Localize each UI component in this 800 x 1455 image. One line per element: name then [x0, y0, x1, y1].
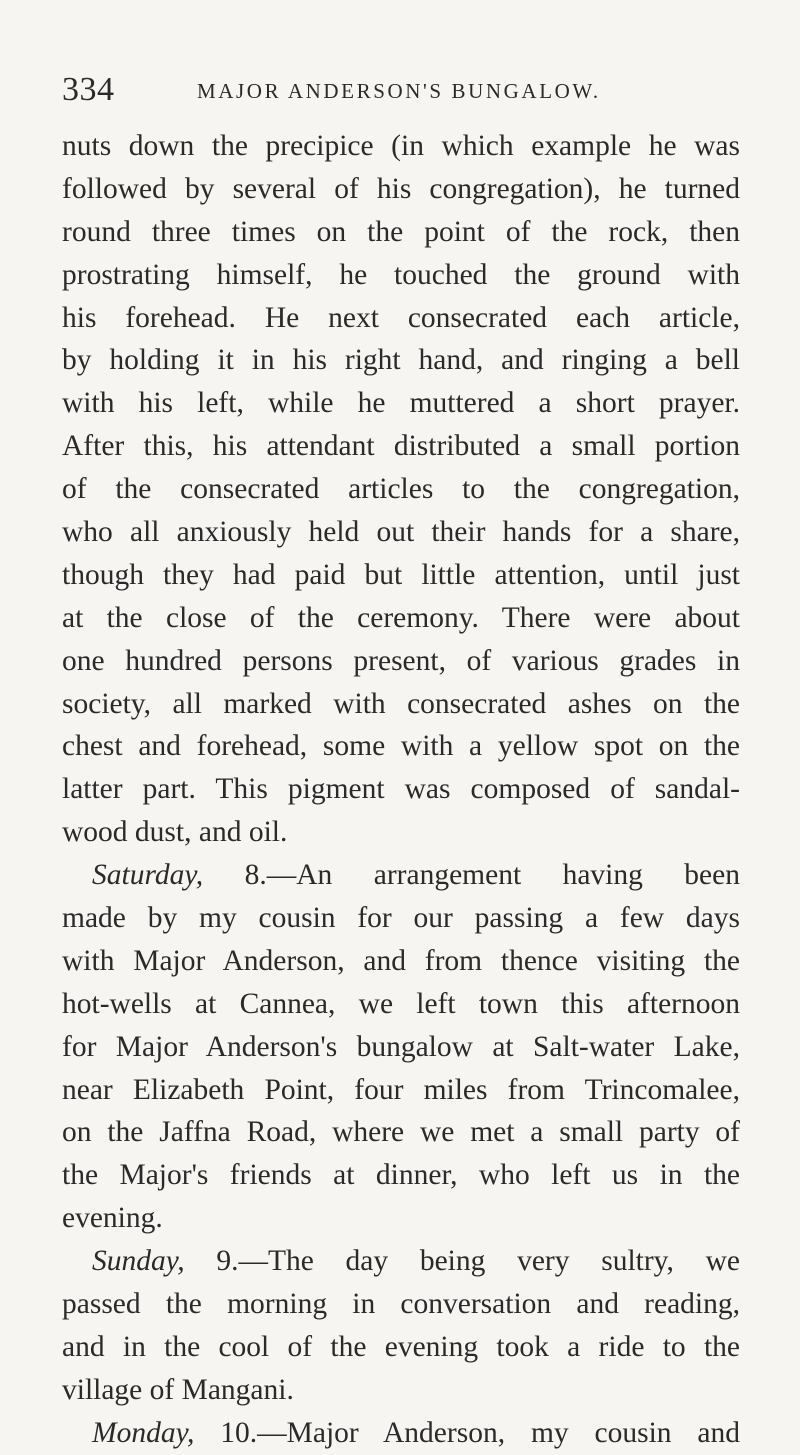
text-line: though they had paid but little attention, until just	[62, 558, 740, 591]
text-line: his forehead. He next consecrated each article,	[62, 301, 740, 334]
running-head	[62, 70, 742, 110]
text-line: with Major Anderson, and from thence visiting the	[62, 944, 740, 977]
diary-entry-monday: Monday, 10.—Major Anderson, my cousin and	[92, 1416, 740, 1449]
text-line: by holding it in his right hand, and ringing a bell	[62, 344, 740, 377]
diary-entry-sunday: Sunday, 9.—The day being very sultry, we	[92, 1245, 740, 1278]
text-line: latter part. This pigment was composed of sandal-	[62, 773, 740, 806]
body-text	[62, 125, 740, 1455]
text-line: round three times on the point of the rock, then	[62, 215, 740, 248]
text-line: and in the cool of the evening took a ride to the	[62, 1330, 740, 1363]
diary-entry-saturday: Saturday, 8.—An arrangement having been	[92, 859, 740, 892]
text-line: the Major's friends at dinner, who left us in the	[62, 1159, 740, 1192]
text-line: passed the morning in conversation and reading,	[62, 1288, 740, 1321]
text-line: prostrating himself, he touched the ground with	[62, 258, 740, 291]
text-line: on the Jaffna Road, where we met a small party of	[62, 1116, 740, 1149]
page-number: 334	[62, 71, 115, 108]
text-line: near Elizabeth Point, four miles from Trincomalee,	[62, 1073, 740, 1106]
text-line: hot-wells at Cannea, we left town this afternoon	[62, 987, 740, 1020]
text-line: at the close of the ceremony. There were about	[62, 601, 740, 634]
text-line: society, all marked with consecrated ashes on the	[62, 687, 740, 720]
text-line: made by my cousin for our passing a few days	[62, 902, 740, 935]
entry-date: Monday,	[92, 1416, 195, 1449]
text-line: with his left, while he muttered a short prayer.	[62, 387, 740, 420]
text-line: evening.	[62, 1202, 163, 1235]
text-line: of the consecrated articles to the congregation,	[62, 473, 740, 506]
text-line: village of Mangani.	[62, 1373, 294, 1406]
running-title: MAJOR ANDERSON'S BUNGALOW.	[197, 79, 601, 103]
text-line: who all anxiously held out their hands for a share,	[62, 516, 740, 549]
text-line: After this, his attendant distributed a small portion	[62, 430, 740, 463]
text-line: nuts down the precipice (in which example he was	[62, 130, 740, 162]
text-line: followed by several of his congregation), he turned	[62, 172, 740, 205]
text-line: for Major Anderson's bungalow at Salt-water Lake,	[62, 1030, 740, 1063]
text-line: one hundred persons present, of various grades in	[62, 644, 740, 677]
text-line: wood dust, and oil.	[62, 816, 288, 849]
entry-date: Saturday,	[92, 859, 204, 892]
text-line: chest and forehead, some with a yellow spot on the	[62, 730, 740, 763]
entry-date: Sunday,	[92, 1245, 185, 1278]
